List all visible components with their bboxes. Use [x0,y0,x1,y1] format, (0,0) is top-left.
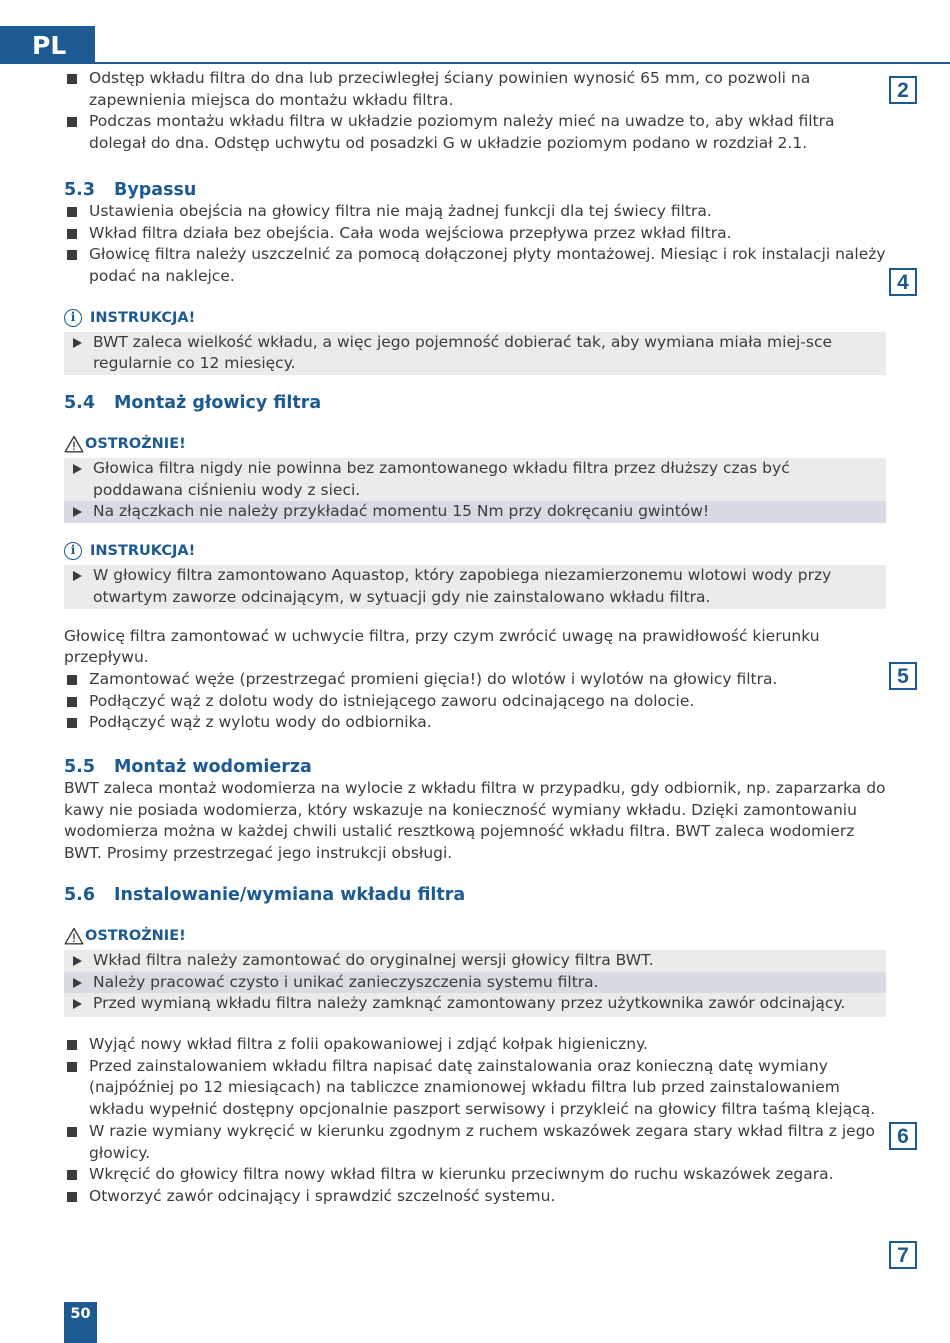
caution-item: Należy pracować czysto i unikać zanieczyszczenia systemu filtra. [64,972,886,994]
list-item: Podłączyć wąż z wylotu wody do odbiornika. [64,712,886,734]
caution-title: OSTROŻNIE! [64,926,886,946]
caution-item: Głowica filtra nigdy nie powinna bez zamontowanego wkładu filtra przez dłuższy czas być poddawana ciśnieniu wody z sieci. [64,458,886,501]
list-item: Wkręcić do głowicy filtra nowy wkład filtra w kierunku przeciwnym do ruchu wskazówek zegara. [64,1164,886,1186]
list-item: Podłączyć wąż z dolotu wody do istniejącego zaworu odcinającego na dolocie. [64,691,886,713]
section-heading-5-6: 5.6 Instalowanie/wymiana wkładu filtra [64,884,466,905]
figure-ref-6: 6 [889,1122,917,1150]
caution-item: Wkład filtra należy zamontować do oryginalnej wersji głowicy filtra BWT. [64,950,886,972]
list-item: Przed zainstalowaniem wkładu filtra napisać datę zainstalowania oraz konieczną datę wymiany (najpóźniej po 12 miesiącach) na tabliczce znamionowej wkładu filtra lub przed zainstalowaniem wkładu wypełnić dostępny opcjonalnie paszport serwisowy i przykleić na głowicy filtra taśmą klejącą. [64,1056,886,1121]
page-number: 50 [64,1302,97,1343]
list-item: Ustawienia obejścia na głowicy filtra nie mają żadnej funkcji dla tej świecy filtra. [64,201,886,223]
language-tab: PL [0,26,95,64]
notice-title: i INSTRUKCJA! [64,541,886,561]
list-item: Wyjąć nowy wkład filtra z folii opakowaniowej i zdjąć kołpak higieniczny. [64,1034,886,1056]
notice-item: BWT zaleca wielkość wkładu, a więc jego pojemność dobierać tak, aby wymiana miała miej-sce regularnie co 12 miesięcy. [64,332,886,375]
warning-icon [64,927,84,945]
section-heading-5-3: 5.3 Bypassu [64,179,197,200]
notice-title: i INSTRUKCJA! [64,308,886,328]
header-rule [95,62,950,64]
notice-box [64,565,886,608]
caution-item: Na złączkach nie należy przykładać momentu 15 Nm przy dokręcaniu gwintów! [64,501,886,523]
info-icon: i [64,309,82,327]
figure-ref-5: 5 [889,662,917,690]
caution-box [64,458,886,523]
page-content [64,68,886,1208]
caution-item: Przed wymianą wkładu filtra należy zamknąć zamontowany przez użytkownika zawór odcinający. [64,993,886,1015]
list-item: Odstęp wkładu filtra do dna lub przeciwległej ściany powinien wynosić 65 mm, co pozwoli na zapewnienia miejsca do montażu wkładu filtra. [64,68,886,111]
info-icon: i [64,542,82,560]
list-item: Głowicę filtra należy uszczelnić za pomocą dołączonej płyty montażowej. Miesiąc i rok instalacji należy podać na naklejce. [64,244,886,287]
list-item: W razie wymiany wykręcić w kierunku zgodnym z ruchem wskazówek zegara stary wkład filtra z jego głowicy. [64,1121,886,1164]
paragraph: BWT zaleca montaż wodomierza na wylocie z wkładu filtra w przypadku, gdy odbiornik, np. zaparzarka do kawy nie posiada wodomierza, który wskazuje na konieczność wymiany wkładu. Dzięki zamontowaniu wodomierza można w każdej chwili ustalić resztkową pojemność wkładu filtra. BWT zaleca wodomierz BWT. Prosimy przestrzegać jego instrukcji obsługi. [64,779,886,863]
caution-title: OSTROŻNIE! [64,434,886,454]
section-heading-5-4: 5.4 Montaż głowicy filtra [64,393,322,414]
list-item: Podczas montażu wkładu filtra w układzie poziomym należy mieć na uwadze to, aby wkład filtra dolegał do dna. Odstęp uchwytu od posadzki G w układzie poziomym podano w rozdział 2.1. [64,111,886,154]
notice-box [64,332,886,375]
figure-ref-2: 2 [889,76,917,104]
list-item: Wkład filtra działa bez obejścia. Cała woda wejściowa przepływa przez wkład filtra. [64,223,886,245]
notice-item: W głowicy filtra zamontowano Aquastop, który zapobiega niezamierzonemu wlotowi wody przy otwartym zaworze odcinającym, w sytuacji gdy nie zainstalowano wkładu filtra. [64,565,886,608]
list-item: Otworzyć zawór odcinający i sprawdzić szczelność systemu. [64,1186,886,1208]
figure-ref-4: 4 [889,268,917,296]
caution-box [64,950,886,1017]
section-heading-5-5: 5.5 Montaż wodomierza [64,757,312,778]
list-item: Zamontować węże (przestrzegać promieni gięcia!) do wlotów i wylotów na głowicy filtra. [64,669,886,691]
figure-ref-7: 7 [889,1241,917,1269]
warning-icon [64,435,84,453]
paragraph: Głowicę filtra zamontować w uchwycie filtra, przy czym zwrócić uwagę na prawidłowość kierunku przepływu. [64,626,820,667]
